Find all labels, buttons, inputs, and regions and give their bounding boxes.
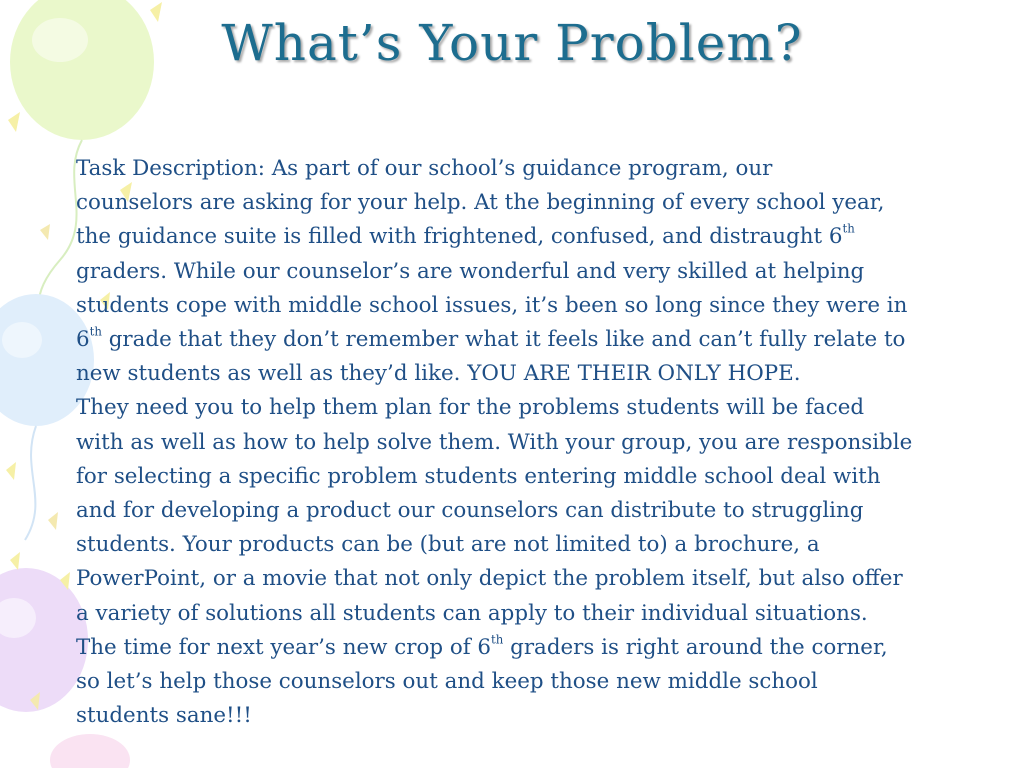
- text-run: grade that they don’t remember what it feels like and can’t fully relate to: [101, 327, 906, 353]
- text-line: students cope with middle school issues, it’s been so long since they were in: [76, 292, 908, 318]
- pink-balloon: [50, 734, 130, 768]
- text-line: [76, 631, 988, 665]
- confetti: [10, 552, 20, 570]
- balloon-string: [25, 426, 36, 540]
- text-line: with as well as how to help solve them. With your group, you are responsible: [76, 429, 913, 455]
- text-line: [76, 323, 988, 357]
- confetti: [8, 112, 20, 132]
- text-run: the guidance suite is filled with frightened, confused, and distraught 6: [76, 224, 843, 250]
- text-line: new students as well as they’d like. YOU ARE THEIR ONLY HOPE.: [76, 361, 801, 387]
- text-line: Task Description: As part of our school’s guidance program, our: [76, 156, 773, 181]
- blue-balloon-highlight: [2, 322, 42, 358]
- confetti: [6, 462, 16, 480]
- ordinal-superscript: th: [89, 324, 102, 339]
- slide-title: What’s Your Problem?: [221, 14, 803, 72]
- text-line: They need you to help them plan for the problems students will be faced: [76, 395, 865, 421]
- text-line: and for developing a product our counselors can distribute to struggling: [76, 498, 864, 524]
- text-line: a variety of solutions all students can apply to their individual situations.: [76, 600, 868, 626]
- text-line: students. Your products can be (but are not limited to) a brochure, a: [76, 532, 820, 558]
- ordinal-superscript: th: [842, 221, 855, 236]
- text-line: students sane!!!: [76, 703, 252, 729]
- text-line: so let’s help those counselors out and keep those new middle school: [76, 669, 818, 695]
- ordinal-superscript: th: [491, 632, 504, 647]
- text-line: [76, 220, 988, 254]
- text-line: counselors are asking for your help. At the beginning of every school year,: [76, 190, 885, 216]
- text-run: 6: [76, 327, 90, 353]
- text-line: for selecting a specific problem students entering middle school deal with: [76, 463, 881, 489]
- confetti: [40, 224, 50, 240]
- confetti: [48, 512, 58, 530]
- text-run: The time for next year’s new crop of 6: [76, 634, 492, 660]
- text-run: graders is right around the corner,: [503, 634, 888, 660]
- task-description: [76, 152, 988, 733]
- lavender-balloon: [0, 568, 88, 712]
- text-line: PowerPoint, or a movie that not only depict the problem itself, but also offer: [76, 566, 903, 592]
- text-line: graders. While our counselor’s are wonderful and very skilled at helping: [76, 258, 865, 284]
